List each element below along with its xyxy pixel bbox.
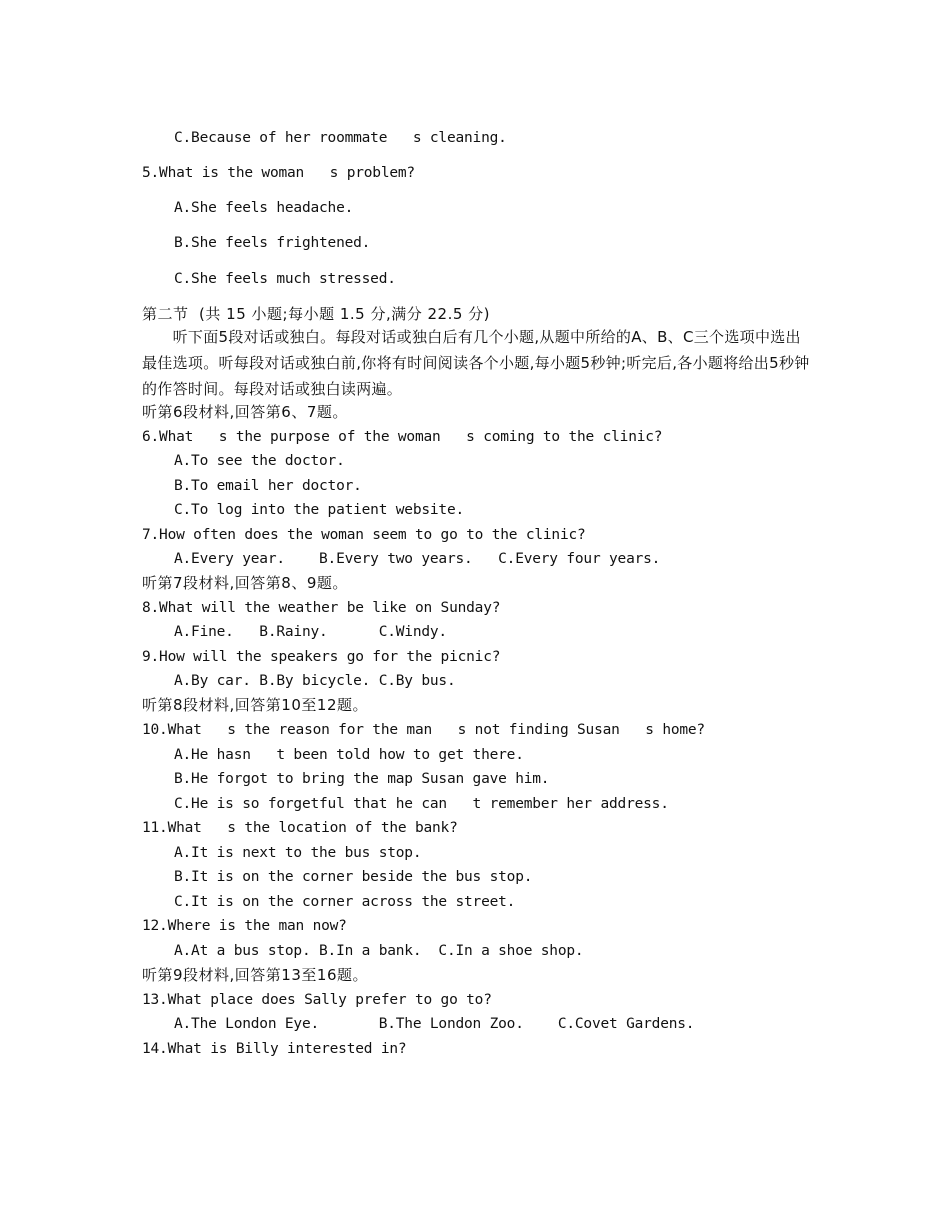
- question-6: 6.What s the purpose of the woman s coming to the clinic?: [142, 429, 663, 445]
- material-7-heading: 听第7段材料,回答第8、9题。: [142, 574, 348, 592]
- options-9: A.By car. B.By bicycle. C.By bus.: [174, 673, 456, 689]
- question-10: 10.What s the reason for the man s not finding Susan s home?: [142, 722, 705, 738]
- option-5b: B.She feels frightened.: [174, 235, 371, 251]
- section-instructions: 听下面5段对话或独白。每段对话或独白后有几个小题,从题中所给的A、B、C三个选项中选出最佳选项。听每段对话或独白前,你将有时间阅读各个小题,每小题5秒钟;听完后,各小题将给出5秒钟的作答时间。每段对话或独白读两遍。: [142, 328, 810, 398]
- question-11: 11.What s the location of the bank?: [142, 820, 458, 836]
- option-11b: B.It is on the corner beside the bus stop.: [174, 869, 533, 885]
- option-6b: B.To email her doctor.: [174, 478, 362, 494]
- option-6c: C.To log into the patient website.: [174, 502, 465, 518]
- question-9: 9.How will the speakers go for the picnic?: [142, 649, 501, 665]
- options-12: A.At a bus stop. B.In a bank. C.In a shoe shop.: [174, 943, 584, 959]
- material-6-heading: 听第6段材料,回答第6、7题。: [142, 403, 348, 421]
- material-9-heading: 听第9段材料,回答第13至16题。: [142, 966, 368, 984]
- question-14: 14.What is Billy interested in?: [142, 1041, 407, 1057]
- material-8-heading: 听第8段材料,回答第10至12题。: [142, 696, 368, 714]
- option-11c: C.It is on the corner across the street.: [174, 894, 516, 910]
- option-5a: A.She feels headache.: [174, 200, 354, 216]
- question-8: 8.What will the weather be like on Sunday?: [142, 600, 501, 616]
- question-13: 13.What place does Sally prefer to go to?: [142, 992, 492, 1008]
- question-5: 5.What is the woman s problem?: [142, 165, 415, 181]
- option-10c: C.He is so forgetful that he can t remember her address.: [174, 796, 669, 812]
- question-7: 7.How often does the woman seem to go to the clinic?: [142, 527, 586, 543]
- options-8: A.Fine. B.Rainy. C.Windy.: [174, 624, 447, 640]
- section-heading: 第二节 (共 15 小题;每小题 1.5 分,满分 22.5 分): [142, 305, 491, 323]
- option-10b: B.He forgot to bring the map Susan gave him.: [174, 771, 550, 787]
- option-4c: C.Because of her roommate s cleaning.: [174, 130, 507, 146]
- option-10a: A.He hasn t been told how to get there.: [174, 747, 524, 763]
- option-11a: A.It is next to the bus stop.: [174, 845, 422, 861]
- option-5c: C.She feels much stressed.: [174, 271, 396, 287]
- options-7: A.Every year. B.Every two years. C.Every four years.: [174, 551, 661, 567]
- question-12: 12.Where is the man now?: [142, 918, 347, 934]
- options-13: A.The London Eye. B.The London Zoo. C.Covet Gardens.: [174, 1016, 695, 1032]
- option-6a: A.To see the doctor.: [174, 453, 345, 469]
